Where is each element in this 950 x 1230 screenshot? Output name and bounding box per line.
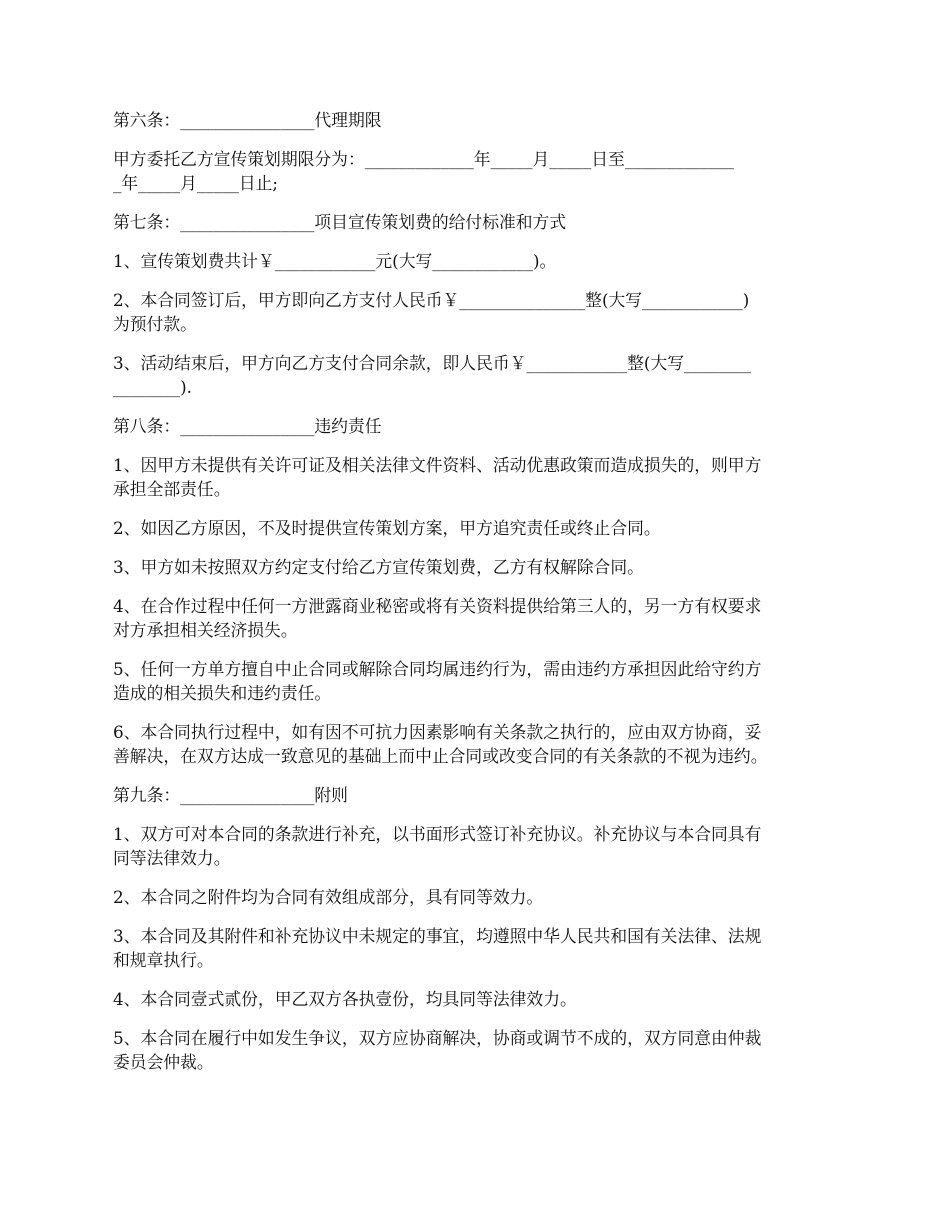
supplementary-clause-4: 4、本合同壹式贰份，甲乙双方各执壹份，均具同等法律效力。	[113, 989, 577, 1009]
article-9-heading: 第九条：________________附则	[113, 785, 348, 805]
agency-period-clause: 甲方委托乙方宣传策划期限分为：_____________年_____月_____日至_____________ _年_____月_____日止;	[113, 149, 734, 193]
liability-clause-2: 2、如因乙方原因，不及时提供宣传策划方案，甲方追究责任或终止合同。	[113, 518, 661, 538]
supplementary-clause-2: 2、本合同之附件均为合同有效组成部分，具有同等效力。	[113, 887, 544, 907]
balance-payment-clause: 3、活动结束后，甲方向乙方支付合同余款，即人民币￥____________整(大写________ ________).	[113, 353, 752, 397]
liability-clause-1: 1、因甲方未提供有关许可证及相关法律文件资料、活动优惠政策而造成损失的，则甲方 承担全部责任。	[113, 455, 762, 499]
supplementary-clause-3: 3、本合同及其附件和补充协议中未规定的事宜，均遵照中华人民共和国有关法律、法规 和规章执行。	[113, 926, 762, 970]
document-page	[113, 108, 837, 1089]
article-7-heading: 第七条：________________项目宣传策划费的给付标准和方式	[113, 212, 567, 232]
liability-clause-5: 5、任何一方单方擅自中止合同或解除合同均属违约行为，需由违约方承担因此给守约方 造成的相关损失和违约责任。	[113, 659, 762, 703]
supplementary-clause-5: 5、本合同在履行中如发生争议，双方应协商解决，协商或调节不成的，双方同意由仲裁 委员会仲裁。	[113, 1028, 762, 1072]
liability-clause-4: 4、在合作过程中任何一方泄露商业秘密或将有关资料提供给第三人的，另一方有权要求 对方承担相关经济损失。	[113, 596, 762, 640]
liability-clause-6: 6、本合同执行过程中，如有因不可抗力因素影响有关条款之执行的，应由双方协商，妥 善解决，在双方达成一致意见的基础上而中止合同或改变合同的有关条款的不视为违约。	[113, 722, 768, 766]
article-6-heading: 第六条：________________代理期限	[113, 110, 382, 130]
prepayment-clause: 2、本合同签订后，甲方即向乙方支付人民币￥_______________整(大写____________) 为预付款。	[113, 290, 750, 334]
fee-total-clause: 1、宣传策划费共计￥____________元(大写____________)。	[113, 251, 557, 271]
supplementary-clause-1: 1、双方可对本合同的条款进行补充，以书面形式签订补充协议。补充协议与本合同具有 同等法律效力。	[113, 824, 762, 868]
liability-clause-3: 3、甲方如未按照双方约定支付给乙方宣传策划费，乙方有权解除合同。	[113, 557, 644, 577]
article-8-heading: 第八条：________________违约责任	[113, 416, 382, 436]
